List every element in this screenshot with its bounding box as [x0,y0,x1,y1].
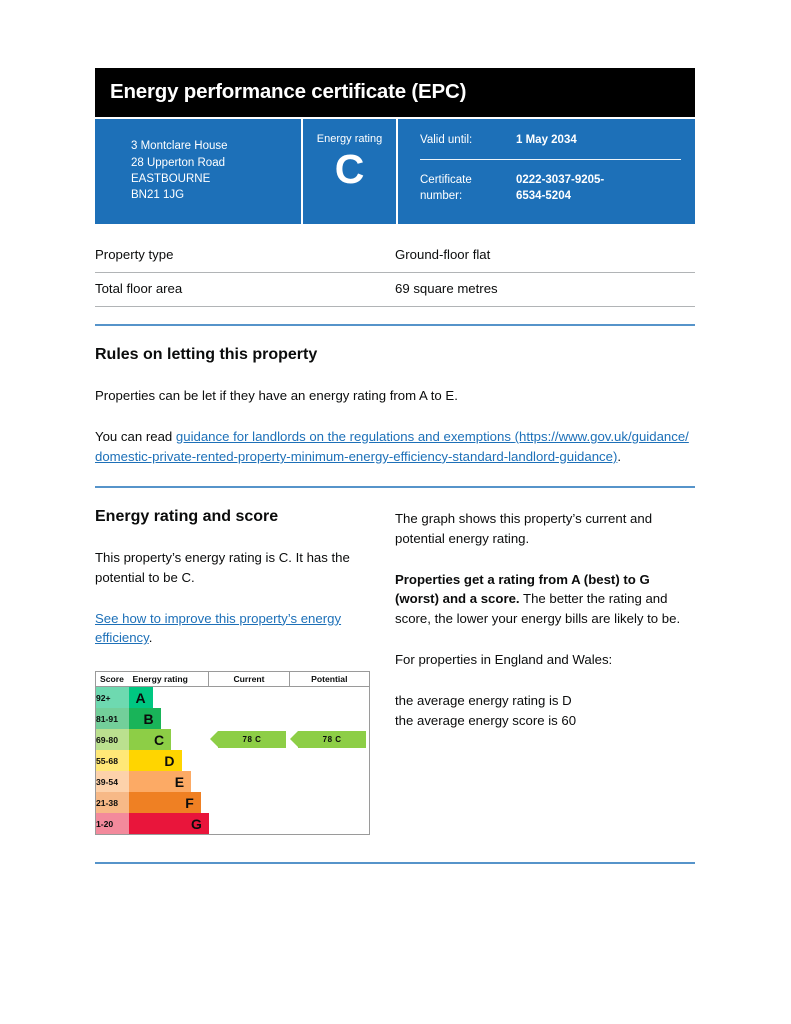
landlord-guidance-link[interactable] [95,429,689,464]
rules-paragraph: Properties can be let if they have an energy rating from A to E. [95,387,458,403]
band-score-b: 81-91 [96,708,129,729]
certificate-number-label: Certificate number: [420,174,472,203]
epc-chart-header-row [96,672,370,687]
footer-divider [95,862,695,864]
energy-rating-right-column [395,507,695,835]
band-bar-g: G [129,813,209,834]
valid-until-value: 1 May 2034 [516,133,577,146]
rules-heading: Rules on letting this property [95,345,318,363]
energy-rating-left-column [95,507,395,835]
property-summary-band [95,119,695,224]
rating-explanation-text [395,570,695,629]
potential-rating-cell [289,687,369,835]
band-score-c: 69-80 [96,729,129,750]
landlord-guidance-url: (https://www.gov.uk/guidance/domestic-private-rented-property-minimum-energy-efficiency-standard-landlord-guidance) [95,428,689,464]
band-score-e: 39-54 [96,771,129,792]
total-floor-area-label: Total floor area [95,280,183,296]
epc-rating-chart [95,671,373,835]
valid-until-label: Valid until: [420,133,473,146]
band-bar-e: E [129,771,192,792]
improve-efficiency-paragraph [95,609,373,649]
band-bar-c: C [129,729,172,750]
band-score-a: 92+ [96,687,129,709]
document-title-banner [95,68,695,117]
energy-rating-label: Energy rating [316,132,383,145]
certificate-number-row [420,173,681,205]
band-bar-f: F [129,792,201,813]
band-bar-a: A [129,687,153,708]
property-details-table [95,239,695,307]
address-line-2: 28 Upperton Road [131,156,225,169]
band-score-d: 55-68 [96,750,129,771]
band-bar-cell-d [129,750,209,771]
band-bar-cell-e [129,771,209,792]
property-type-value: Ground-floor flat [395,246,491,262]
table-row [95,273,695,307]
guidance-paragraph [95,427,695,467]
band-bar-cell-c [129,729,209,750]
address-postcode: BN21 1JG [131,189,185,202]
improve-efficiency-link[interactable]: See how to improve this property’s energy efficiency [95,610,342,646]
address-line-3: EASTBOURNE [131,173,211,186]
energy-rating-badge [301,119,398,224]
rating-explanation-rest: The better the rating and score, the lower your energy bills are likely to be. [395,591,681,627]
potential-rating-arrow: 78 C [298,731,366,748]
graph-intro-text: The graph shows this property’s current and potential energy rating. [395,511,653,546]
section-divider [95,324,695,326]
column-header-potential: Potential [289,672,369,687]
energy-rating-paragraph: This property’s energy rating is C. It has the potential to be C. [95,550,350,585]
property-type-label: Property type [95,246,174,262]
address-line-1: 3 Montclare House [131,140,228,153]
energy-rating-section [95,507,695,835]
band-score-f: 21-38 [96,792,129,813]
rating-explanation-bold: Properties get a rating from A (best) to G (worst) and a score. [395,571,650,607]
band-bar-b: B [129,708,161,729]
average-rating-text: the average energy rating is D [395,692,572,708]
guidance-lead-text: You can read [95,428,176,444]
column-header-energy-rating: Energy rating [129,672,209,687]
epc-band-row-a [96,687,370,709]
table-row [95,239,695,273]
band-bar-cell-b [129,708,209,729]
section-divider-2 [95,486,695,488]
band-bar-cell-a [129,687,209,709]
band-bar-cell-g [129,813,209,835]
total-floor-area-value: 69 square metres [395,280,498,296]
current-rating-arrow: 78 C [218,731,286,748]
landlord-guidance-link-text: guidance for landlords on the regulations and exemptions [175,428,511,444]
column-header-current: Current [209,672,289,687]
property-address-block [95,119,301,224]
page-title: Energy performance certificate (EPC) [110,80,467,103]
epc-document [95,0,695,864]
energy-rating-heading: Energy rating and score [95,508,279,526]
band-bar-cell-f [129,792,209,813]
improve-trailing-period: . [148,630,153,646]
band-bar-d: D [129,750,182,771]
meta-divider [420,159,681,160]
average-stats [395,691,695,731]
certificate-number-value: 0222-3037-9205- 6534-5204 [516,174,605,203]
guidance-trailing-period: . [617,448,622,464]
certificate-meta-block [398,119,695,224]
energy-rating-letter: C [334,145,365,192]
current-rating-cell [209,687,289,835]
band-score-g: 1-20 [96,813,129,835]
region-label: For properties in England and Wales: [395,652,613,668]
valid-until-row [420,133,681,149]
epc-chart-table [95,671,370,835]
average-score-text: the average energy score is 60 [395,712,577,728]
column-header-score: Score [96,672,129,687]
